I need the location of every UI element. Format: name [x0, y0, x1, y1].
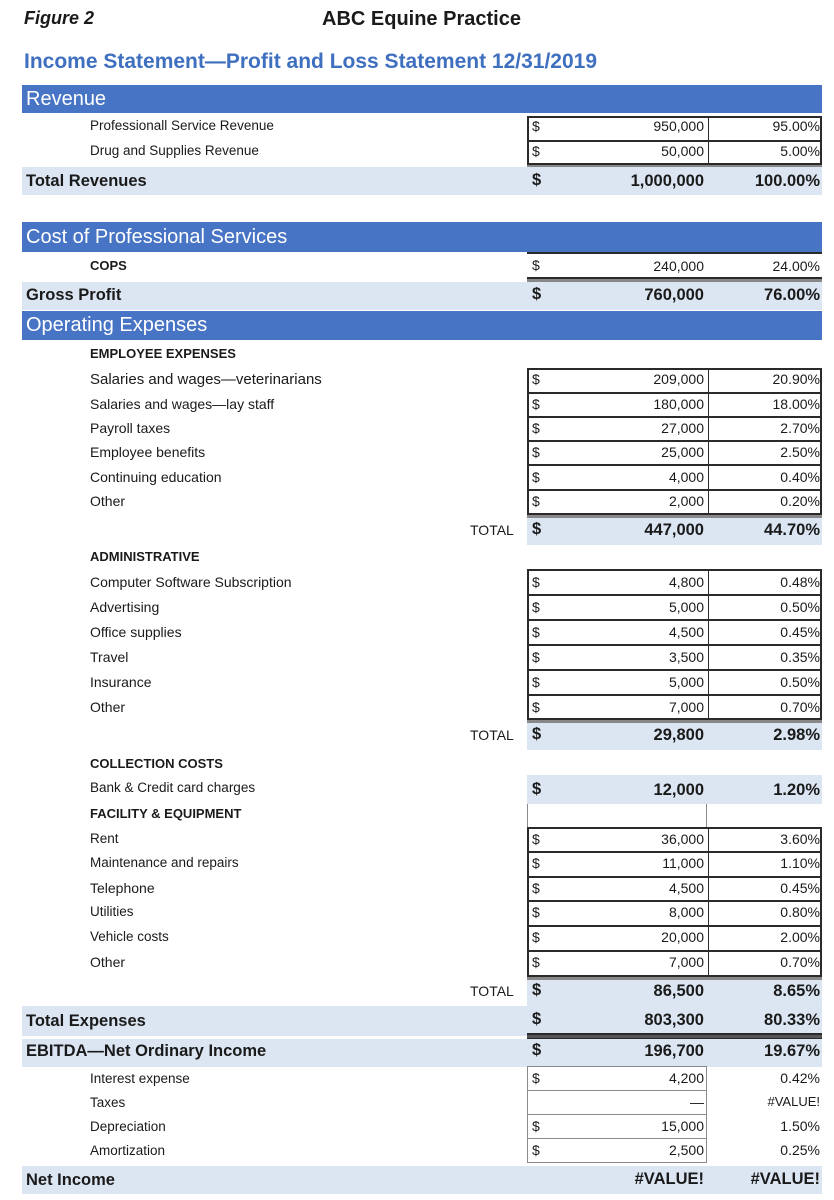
- row-amount: 4,200: [668, 1070, 704, 1086]
- row-amount: 7,000: [668, 954, 704, 970]
- row-percent: 5.00%: [780, 143, 820, 159]
- row-percent: 0.35%: [780, 649, 820, 665]
- net-income-amount: #VALUE!: [634, 1170, 704, 1188]
- row-divider: [527, 694, 822, 696]
- empty-cell: [527, 804, 822, 828]
- currency-symbol: $: [532, 285, 542, 303]
- row-divider: [527, 619, 822, 621]
- row-label: Taxes: [90, 1095, 126, 1110]
- row-amount: 5,000: [668, 674, 704, 690]
- row-percent: 0.40%: [780, 469, 820, 485]
- row-label: Professionall Service Revenue: [90, 118, 274, 133]
- currency-symbol: $: [532, 444, 540, 460]
- gross-profit-label: Gross Profit: [26, 286, 122, 304]
- row-percent: 3.60%: [780, 831, 820, 847]
- row-amount: 15,000: [661, 1118, 704, 1134]
- row-label: Continuing education: [90, 469, 222, 485]
- administrative-total-amount: 29,800: [653, 726, 704, 744]
- net-income-label: Net Income: [26, 1171, 115, 1189]
- currency-symbol: $: [532, 855, 540, 871]
- statement-subtitle: Income Statement—Profit and Loss Statement 12/31/2019: [24, 50, 598, 73]
- cops-amount: 240,000: [653, 258, 704, 274]
- row-label: Payroll taxes: [90, 420, 171, 436]
- row-amount: 20,000: [661, 929, 704, 945]
- currency-symbol: $: [532, 954, 540, 970]
- currency-symbol: $: [532, 981, 542, 999]
- row-amount: 11,000: [662, 855, 704, 871]
- row-divider: [527, 900, 822, 902]
- row-label: Insurance: [90, 674, 152, 690]
- row-amount: 2,000: [668, 493, 704, 509]
- net-income-percent: #VALUE!: [750, 1170, 820, 1188]
- row-label: Travel: [90, 649, 129, 665]
- row-divider: [527, 925, 822, 927]
- row-percent: 2.70%: [780, 420, 820, 436]
- currency-symbol: $: [532, 1070, 540, 1086]
- currency-symbol: $: [532, 831, 540, 847]
- revenue-header: Revenue: [22, 85, 822, 113]
- facility-title: FACILITY & EQUIPMENT: [90, 806, 242, 821]
- row-percent: 95.00%: [772, 118, 820, 134]
- administrative-title: ADMINISTRATIVE: [90, 549, 200, 564]
- currency-symbol: $: [532, 780, 542, 798]
- currency-symbol: $: [532, 420, 540, 436]
- row-amount: 209,000: [653, 371, 704, 387]
- row-percent: #VALUE!: [767, 1094, 820, 1109]
- row-divider: [527, 440, 822, 442]
- currency-symbol: $: [532, 257, 540, 273]
- row-percent: 0.45%: [780, 880, 820, 896]
- total-revenues-amount: 1,000,000: [630, 172, 704, 190]
- row-divider: [527, 392, 822, 394]
- currency-symbol: $: [532, 1142, 540, 1158]
- cops-label: COPS: [90, 258, 127, 273]
- ebitda-percent: 19.67%: [764, 1042, 820, 1060]
- employee-total-percent: 44.70%: [764, 521, 820, 539]
- total-revenues-percent: 100.00%: [754, 172, 820, 190]
- currency-symbol: $: [532, 674, 540, 690]
- company-title: ABC Equine Practice: [322, 8, 521, 30]
- employee-total-amount: 447,000: [644, 521, 704, 539]
- row-label: Rent: [90, 831, 119, 846]
- row-label: Computer Software Subscription: [90, 574, 292, 590]
- empty-cell-divider: [706, 804, 707, 828]
- currency-symbol: $: [532, 904, 540, 920]
- currency-symbol: $: [532, 1041, 542, 1059]
- row-divider: [527, 644, 822, 646]
- row-amount: 950,000: [653, 118, 704, 134]
- row-percent: 0.48%: [780, 574, 820, 590]
- row-amount: 36,000: [661, 831, 704, 847]
- row-label: Amortization: [90, 1143, 166, 1158]
- row-amount: 180,000: [653, 396, 704, 412]
- row-percent: 0.70%: [780, 699, 820, 715]
- row-label: Other: [90, 954, 126, 970]
- row-percent: 2.50%: [780, 444, 820, 460]
- currency-symbol: $: [532, 171, 542, 189]
- row-label: Employee benefits: [90, 444, 206, 460]
- row-amount: —: [690, 1094, 704, 1110]
- row-percent: 0.25%: [780, 1142, 820, 1158]
- row-divider: [527, 464, 822, 466]
- value-cell: [527, 1090, 707, 1115]
- ebitda-amount: 196,700: [644, 1042, 704, 1060]
- cops-percent: 24.00%: [772, 258, 820, 274]
- row-label: Drug and Supplies Revenue: [90, 143, 259, 158]
- currency-symbol: $: [532, 371, 540, 387]
- row-amount: 4,500: [668, 624, 704, 640]
- currency-symbol: $: [532, 1118, 540, 1134]
- row-amount: 4,800: [668, 574, 704, 590]
- row-amount: 2,500: [668, 1142, 704, 1158]
- administrative-total-percent: 2.98%: [773, 726, 820, 744]
- row-divider: [527, 594, 822, 596]
- currency-symbol: $: [532, 143, 540, 159]
- row-label: Other: [90, 699, 126, 715]
- currency-symbol: $: [532, 493, 540, 509]
- employee-expenses-title: EMPLOYEE EXPENSES: [90, 346, 236, 361]
- total-label: TOTAL: [470, 727, 514, 743]
- row-divider: [527, 669, 822, 671]
- currency-symbol: $: [532, 574, 540, 590]
- row-amount: 8,000: [668, 904, 704, 920]
- total-expenses-amount: 803,300: [644, 1011, 704, 1029]
- row-amount: 5,000: [668, 599, 704, 615]
- operating-expenses-header: Operating Expenses: [22, 311, 822, 340]
- total-label: TOTAL: [470, 983, 514, 999]
- currency-symbol: $: [532, 520, 542, 538]
- row-amount: 7,000: [668, 699, 704, 715]
- row-label: Interest expense: [90, 1071, 190, 1086]
- row-percent: 0.50%: [780, 674, 820, 690]
- row-percent: 1.50%: [780, 1118, 820, 1134]
- collection-percent: 1.20%: [773, 781, 820, 799]
- cops-header: Cost of Professional Services: [22, 222, 822, 252]
- row-label: Maintenance and repairs: [90, 855, 239, 870]
- total-expenses-percent: 80.33%: [764, 1011, 820, 1029]
- row-divider: [527, 489, 822, 491]
- total-revenues-label: Total Revenues: [26, 172, 147, 190]
- row-label: Other: [90, 493, 126, 509]
- currency-symbol: $: [532, 649, 540, 665]
- currency-symbol: $: [532, 469, 540, 485]
- collection-costs-title: COLLECTION COSTS: [90, 756, 223, 771]
- row-divider: [527, 140, 822, 142]
- facility-total-amount: 86,500: [653, 982, 704, 1000]
- row-percent: 0.45%: [780, 624, 820, 640]
- currency-symbol: $: [532, 599, 540, 615]
- row-label: Salaries and wages—veterinarians: [90, 371, 322, 388]
- row-label: Vehicle costs: [90, 929, 169, 944]
- row-divider: [527, 876, 822, 878]
- row-percent: 0.42%: [780, 1070, 820, 1086]
- row-percent: 18.00%: [772, 396, 820, 412]
- row-amount: 4,000: [668, 469, 704, 485]
- row-percent: 2.00%: [780, 929, 820, 945]
- row-percent: 0.50%: [780, 599, 820, 615]
- facility-total-percent: 8.65%: [773, 982, 820, 1000]
- ebitda-label: EBITDA—Net Ordinary Income: [26, 1042, 267, 1060]
- row-label: Utilities: [90, 904, 134, 919]
- currency-symbol: $: [532, 880, 540, 896]
- currency-symbol: $: [532, 699, 540, 715]
- currency-symbol: $: [532, 624, 540, 640]
- row-label: Salaries and wages—lay staff: [90, 396, 275, 412]
- row-percent: 0.80%: [780, 904, 820, 920]
- currency-symbol: $: [532, 929, 540, 945]
- currency-symbol: $: [532, 1010, 542, 1028]
- row-amount: 3,500: [668, 649, 704, 665]
- currency-symbol: $: [532, 396, 540, 412]
- total-label: TOTAL: [470, 522, 514, 538]
- collection-amount: 12,000: [653, 781, 704, 799]
- row-percent: 0.20%: [780, 493, 820, 509]
- gross-profit-percent: 76.00%: [764, 286, 820, 304]
- total-expenses-label: Total Expenses: [26, 1012, 146, 1030]
- row-amount: 27,000: [661, 420, 704, 436]
- row-label: Office supplies: [90, 624, 182, 640]
- row-amount: 50,000: [661, 143, 704, 159]
- currency-symbol: $: [532, 725, 542, 743]
- row-label: Depreciation: [90, 1119, 166, 1134]
- row-percent: 1.10%: [780, 855, 820, 871]
- figure-label: Figure 2: [24, 8, 95, 28]
- row-divider: [527, 416, 822, 418]
- row-divider: [527, 950, 822, 952]
- collection-label: Bank & Credit card charges: [90, 780, 256, 795]
- row-divider: [527, 851, 822, 853]
- gross-profit-amount: 760,000: [644, 286, 704, 304]
- row-percent: 20.90%: [772, 371, 820, 387]
- row-amount: 25,000: [661, 444, 704, 460]
- currency-symbol: $: [532, 118, 540, 134]
- row-percent: 0.70%: [780, 954, 820, 970]
- row-divider: [527, 252, 822, 254]
- row-label: Telephone: [90, 880, 155, 896]
- row-amount: 4,500: [668, 880, 704, 896]
- row-label: Advertising: [90, 599, 160, 615]
